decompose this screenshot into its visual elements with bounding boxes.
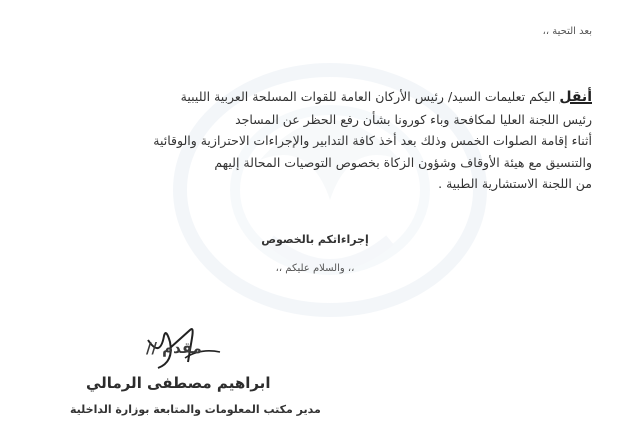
body-line-1 bbox=[57, 86, 592, 109]
signatory-title: مدير مكتب المعلومات والمتابعة بوزارة الداخلية bbox=[70, 403, 321, 416]
instructions-line: إجراءاتكم بالخصوص bbox=[261, 233, 369, 246]
salutation: ،، والسلام عليكم ،، bbox=[275, 263, 355, 274]
body-line-5: من اللجنة الاستشارية الطبية . bbox=[438, 176, 592, 191]
body-line-3: أثناء إقامة الصلوات الخمس وذلك بعد أخذ كافة التدابير والإجراءات الاحترازية والوقائية bbox=[153, 133, 592, 148]
signatory-name: ابراهيم مصطفى الرمالي bbox=[86, 374, 271, 392]
greeting: بعد التحية ،، bbox=[542, 26, 592, 37]
body-line-2: رئيس اللجنة العليا لمكافحة وباء كورونا بشأن رفع الحظر عن المساجد bbox=[235, 111, 592, 127]
submitted-by-label: مقدم // bbox=[146, 339, 202, 357]
body-text-1: اليكم تعليمات السيد/ رئيس الأركان العامة للقوات المسلحة العربية الليبية bbox=[180, 89, 556, 104]
body-line-4: والتنسيق مع هيئة الأوقاف وشؤون الزكاة بخصوص التوصيات المحالة إليهم bbox=[214, 154, 592, 170]
lead-word: أنقل bbox=[559, 89, 592, 105]
letter-body bbox=[57, 86, 592, 195]
